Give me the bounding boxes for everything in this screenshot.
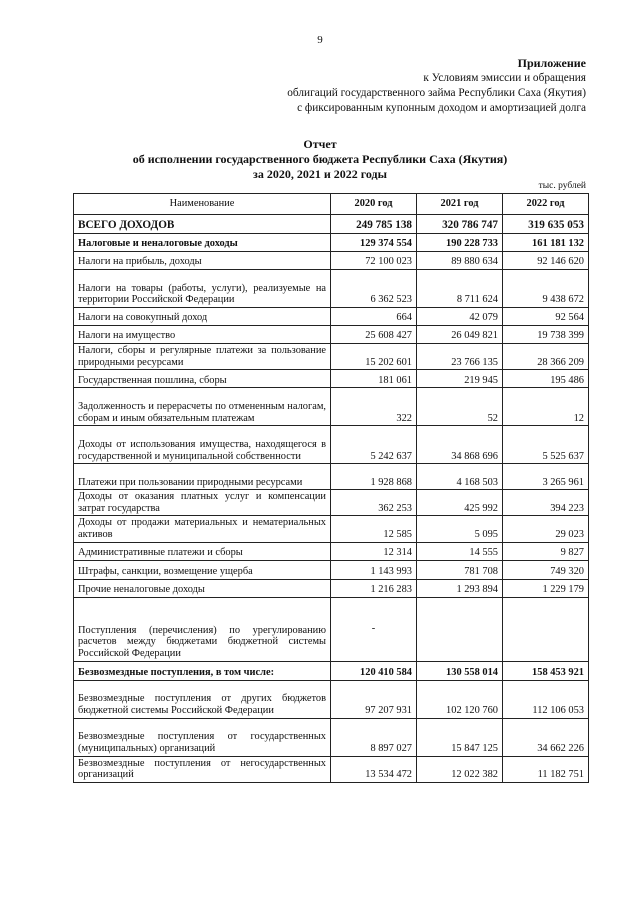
value-2022: 394 223: [503, 490, 589, 516]
value-2020: 72 100 023: [331, 252, 417, 270]
row-name: Доходы от оказания платных услуг и компенсации затрат государства: [74, 490, 331, 516]
table-row: [74, 718, 589, 756]
value-2021: [417, 597, 503, 661]
value-2022: 92 564: [503, 308, 589, 326]
table-row: [74, 680, 589, 718]
value-2021: 52: [417, 388, 503, 426]
value-2022: 28 366 209: [503, 344, 589, 370]
row-name: Налоги на товары (работы, услуги), реализуемые на территории Российской Федерации: [74, 270, 331, 308]
value-2021: 102 120 760: [417, 680, 503, 718]
row-name: Административные платежи и сборы: [74, 542, 331, 560]
table-row: [74, 426, 589, 464]
value-2022: 11 182 751: [503, 756, 589, 782]
value-2021: 34 868 696: [417, 426, 503, 464]
row-name: Безвозмездные поступления, в том числе:: [74, 661, 331, 680]
appendix-block: [166, 56, 586, 116]
value-2020: 129 374 554: [331, 234, 417, 252]
value-2022: 3 265 961: [503, 464, 589, 490]
row-name: Налоги, сборы и регулярные платежи за пользование природными ресурсами: [74, 344, 331, 370]
value-2021: 14 555: [417, 542, 503, 560]
header-2021: 2021 год: [417, 194, 503, 215]
appendix-heading: Приложение: [517, 56, 586, 70]
row-name: Задолженность и перерасчеты по отмененным налогам, сборам и иным обязательным платежам: [74, 388, 331, 426]
value-2022: 158 453 921: [503, 661, 589, 680]
appendix-line-3: с фиксированным купонным доходом и амортизацией долга: [297, 102, 586, 114]
value-2020: 120 410 584: [331, 661, 417, 680]
value-2022: 749 320: [503, 560, 589, 579]
row-name: Государственная пошлина, сборы: [74, 370, 331, 388]
row-name: Доходы от продажи материальных и нематериальных активов: [74, 516, 331, 542]
value-2020: 6 362 523: [331, 270, 417, 308]
value-2022: 34 662 226: [503, 718, 589, 756]
value-2021: 26 049 821: [417, 326, 503, 344]
row-name: Налоги на прибыль, доходы: [74, 252, 331, 270]
value-2022: 9 827: [503, 542, 589, 560]
value-2022: 12: [503, 388, 589, 426]
value-2021: 8 711 624: [417, 270, 503, 308]
value-2021: 4 168 503: [417, 464, 503, 490]
value-2020: 12 314: [331, 542, 417, 560]
table-row: [74, 516, 589, 542]
table-row: [74, 252, 589, 270]
table-row: [74, 579, 589, 597]
value-2022: 5 525 637: [503, 426, 589, 464]
row-name: Доходы от использования имущества, находящегося в государственной и муниципальной собственности: [74, 426, 331, 464]
value-2021: 12 022 382: [417, 756, 503, 782]
value-2020: 362 253: [331, 490, 417, 516]
value-2021: 190 228 733: [417, 234, 503, 252]
value-2021: 5 095: [417, 516, 503, 542]
report-title-line-2: об исполнении государственного бюджета Республики Саха (Якутия): [132, 152, 508, 166]
value-2021: 130 558 014: [417, 661, 503, 680]
value-2022: [503, 597, 589, 661]
row-name: Безвозмездные поступления от негосударственных организаций: [74, 756, 331, 782]
value-2021: 42 079: [417, 308, 503, 326]
row-name: Безвозмездные поступления от других бюджетов бюджетной системы Российской Федерации: [74, 680, 331, 718]
value-2021: 320 786 747: [417, 215, 503, 234]
value-2022: 112 106 053: [503, 680, 589, 718]
table-row: [74, 388, 589, 426]
value-2020: 322: [331, 388, 417, 426]
value-2021: 781 708: [417, 560, 503, 579]
row-name: Штрафы, санкции, возмещение ущерба: [74, 560, 331, 579]
value-2021: 219 945: [417, 370, 503, 388]
value-2022: 319 635 053: [503, 215, 589, 234]
value-2020: 5 242 637: [331, 426, 417, 464]
row-name: Платежи при пользовании природными ресурсами: [74, 464, 331, 490]
unit-label: тыс. рублей: [538, 181, 586, 191]
table-row: [74, 597, 589, 661]
appendix-line-2: облигаций государственного займа Республики Саха (Якутия): [287, 87, 586, 99]
table-body: [74, 215, 589, 783]
report-title-line-1: Отчет: [303, 137, 337, 151]
table-row: [74, 270, 589, 308]
table-row: [74, 490, 589, 516]
value-2020: 12 585: [331, 516, 417, 542]
value-2020: -: [331, 597, 417, 661]
value-2020: 1 143 993: [331, 560, 417, 579]
table-row: [74, 215, 589, 234]
header-2020: 2020 год: [331, 194, 417, 215]
header-2022: 2022 год: [503, 194, 589, 215]
value-2020: 13 534 472: [331, 756, 417, 782]
row-name: Безвозмездные поступления от государственных (муниципальных) организаций: [74, 718, 331, 756]
value-2020: 249 785 138: [331, 215, 417, 234]
table-row: [74, 661, 589, 680]
value-2020: 181 061: [331, 370, 417, 388]
row-name: Налоговые и неналоговые доходы: [74, 234, 331, 252]
value-2022: 29 023: [503, 516, 589, 542]
table-row: [74, 560, 589, 579]
value-2022: 161 181 132: [503, 234, 589, 252]
row-name: ВСЕГО ДОХОДОВ: [74, 215, 331, 234]
appendix-line-1: к Условиям эмиссии и обращения: [423, 72, 586, 84]
value-2022: 195 486: [503, 370, 589, 388]
table-row: [74, 370, 589, 388]
report-title: [0, 137, 640, 182]
value-2021: 425 992: [417, 490, 503, 516]
report-title-line-3: за 2020, 2021 и 2022 годы: [253, 167, 387, 181]
table-header-row: [74, 194, 589, 215]
row-name: Поступления (перечисления) по урегулированию расчетов между бюджетами бюджетной системы Российской Федерации: [74, 597, 331, 661]
budget-table: [73, 193, 589, 783]
value-2020: 97 207 931: [331, 680, 417, 718]
page-number: 9: [317, 34, 323, 46]
value-2022: 1 229 179: [503, 579, 589, 597]
value-2022: 19 738 399: [503, 326, 589, 344]
value-2020: 664: [331, 308, 417, 326]
value-2021: 23 766 135: [417, 344, 503, 370]
table-row: [74, 308, 589, 326]
value-2022: 9 438 672: [503, 270, 589, 308]
table-row: [74, 326, 589, 344]
value-2022: 92 146 620: [503, 252, 589, 270]
table-row: [74, 234, 589, 252]
value-2021: 15 847 125: [417, 718, 503, 756]
value-2020: 15 202 601: [331, 344, 417, 370]
value-2021: 1 293 894: [417, 579, 503, 597]
value-2020: 1 928 868: [331, 464, 417, 490]
value-2021: 89 880 634: [417, 252, 503, 270]
value-2020: 1 216 283: [331, 579, 417, 597]
row-name: Налоги на совокупный доход: [74, 308, 331, 326]
table-row: [74, 542, 589, 560]
header-name: Наименование: [74, 194, 331, 215]
row-name: Налоги на имущество: [74, 326, 331, 344]
value-2020: 25 608 427: [331, 326, 417, 344]
table-row: [74, 464, 589, 490]
table-row: [74, 756, 589, 782]
row-name: Прочие неналоговые доходы: [74, 579, 331, 597]
value-2020: 8 897 027: [331, 718, 417, 756]
table-row: [74, 344, 589, 370]
